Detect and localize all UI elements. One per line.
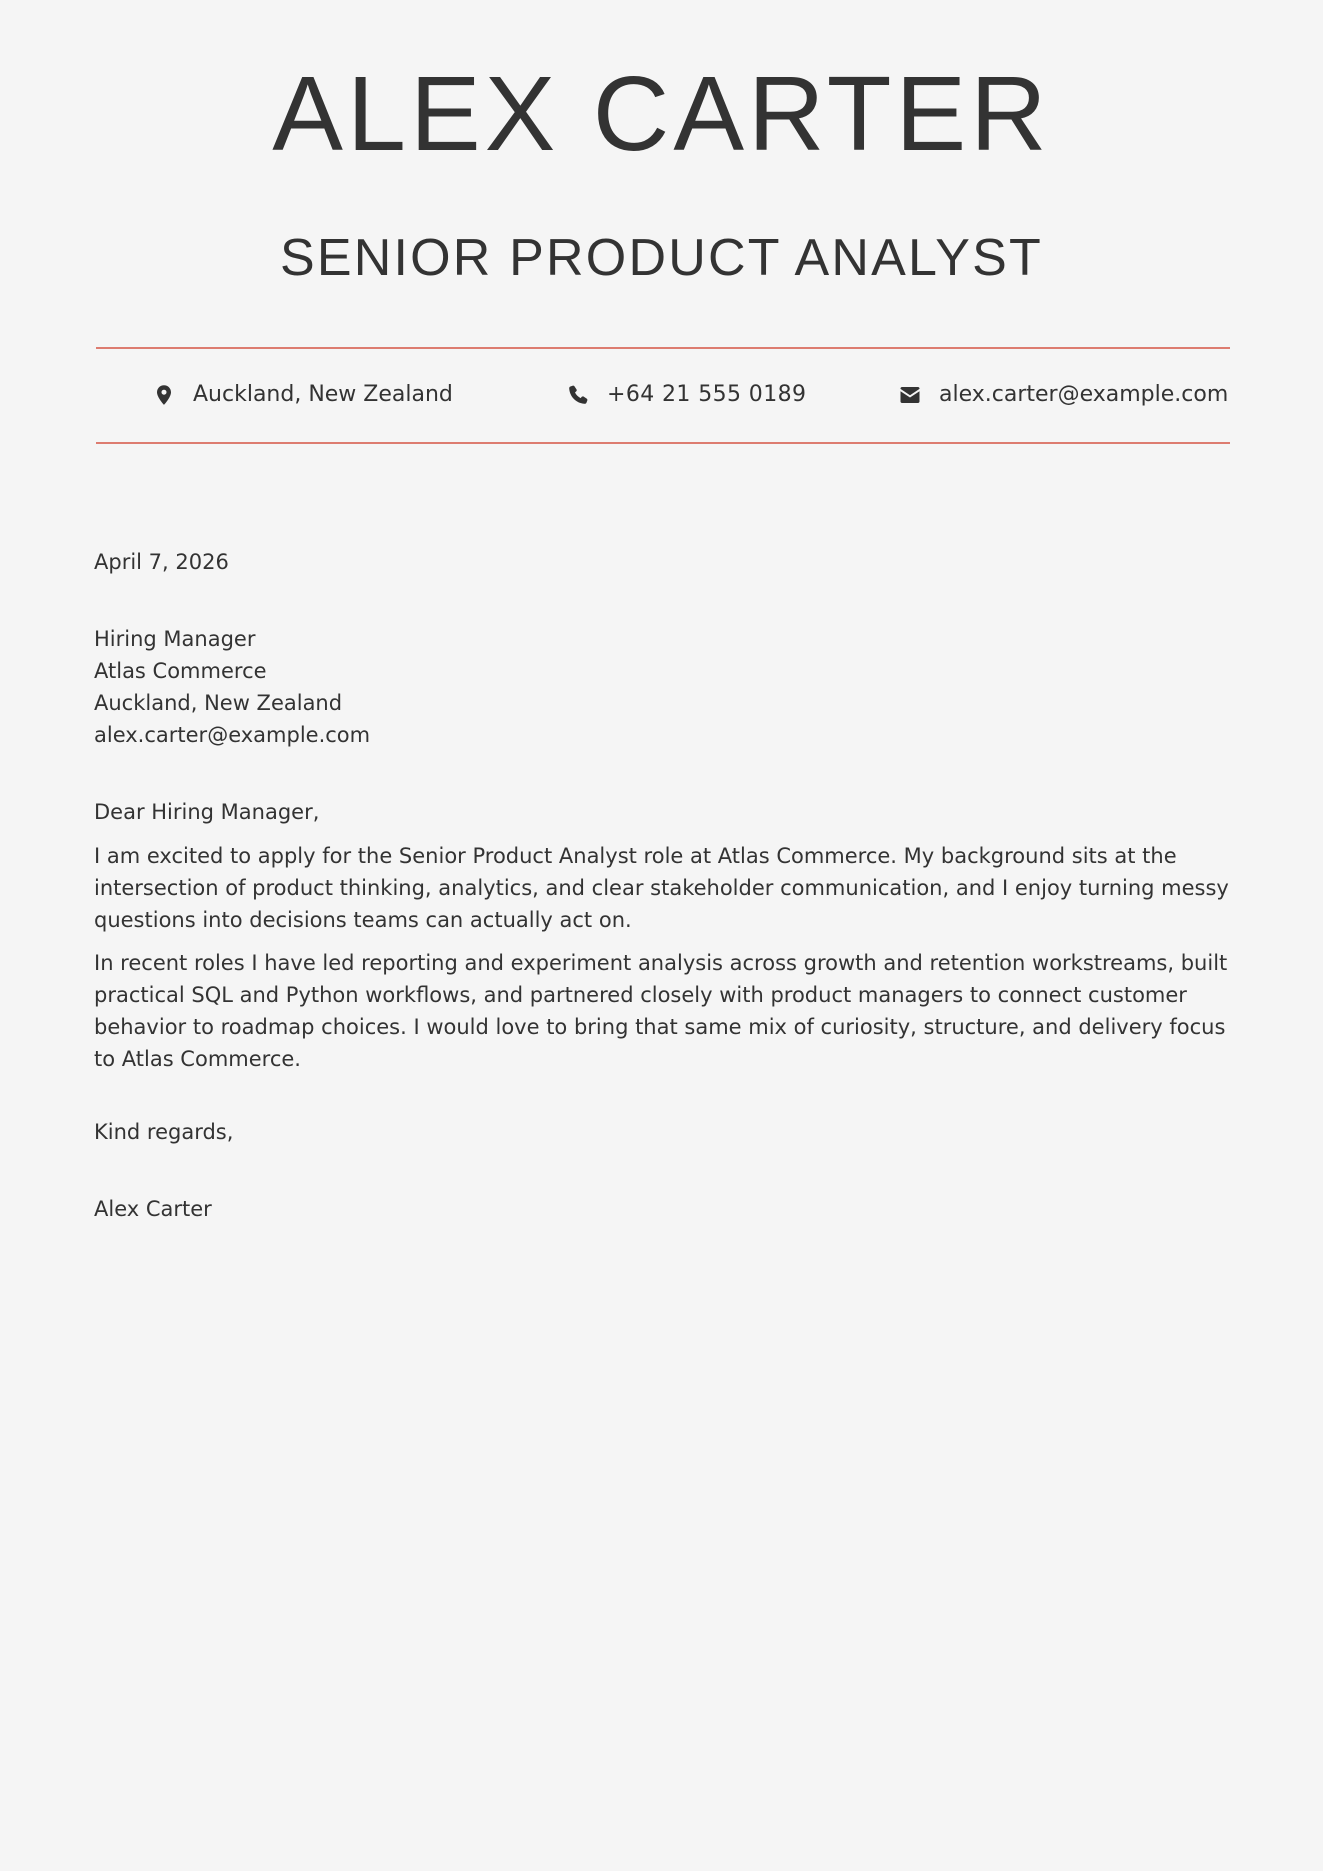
letter-paragraph: I am excited to apply for the Senior Product Analyst role at Atlas Commerce. My background sits at the intersection of product thinking, analytics, and clear stakeholder communication, and I enjoy turning messy questions into decisions teams can actually act on. bbox=[94, 844, 1229, 932]
bottom-divider bbox=[96, 442, 1230, 444]
signature: Alex Carter bbox=[94, 1197, 212, 1221]
letter-body bbox=[94, 546, 1229, 1225]
envelope-icon bbox=[898, 383, 922, 407]
salutation: Dear Hiring Manager, bbox=[94, 800, 320, 824]
contact-location bbox=[152, 378, 453, 412]
recipient-line: Auckland, New Zealand bbox=[94, 691, 343, 715]
email-text: alex.carter@example.com bbox=[939, 382, 1229, 407]
recipient-line: alex.carter@example.com bbox=[94, 723, 371, 747]
top-divider bbox=[96, 347, 1230, 349]
letter-date: April 7, 2026 bbox=[94, 550, 229, 574]
closing: Kind regards, bbox=[94, 1120, 234, 1144]
location-pin-icon bbox=[152, 383, 176, 407]
letter-paragraph: In recent roles I have led reporting and experiment analysis across growth and retention workstreams, built practical SQL and Python workflows, and partnered closely with product managers to connect customer behavior to roadmap choices. I would love to bring that same mix of curiosity, structure, and delivery focus to Atlas Commerce. bbox=[94, 951, 1228, 1071]
candidate-name: ALEX CARTER bbox=[272, 55, 1051, 173]
location-text: Auckland, New Zealand bbox=[193, 382, 453, 407]
contact-phone bbox=[566, 378, 806, 412]
recipient-line: Hiring Manager bbox=[94, 627, 256, 651]
job-title: SENIOR PRODUCT ANALYST bbox=[279, 229, 1044, 287]
contact-row bbox=[96, 368, 1230, 422]
recipient-line: Atlas Commerce bbox=[94, 659, 267, 683]
phone-text: +64 21 555 0189 bbox=[607, 382, 807, 407]
contact-email bbox=[898, 378, 1228, 412]
recipient-block bbox=[94, 623, 1229, 751]
phone-icon bbox=[566, 383, 590, 407]
